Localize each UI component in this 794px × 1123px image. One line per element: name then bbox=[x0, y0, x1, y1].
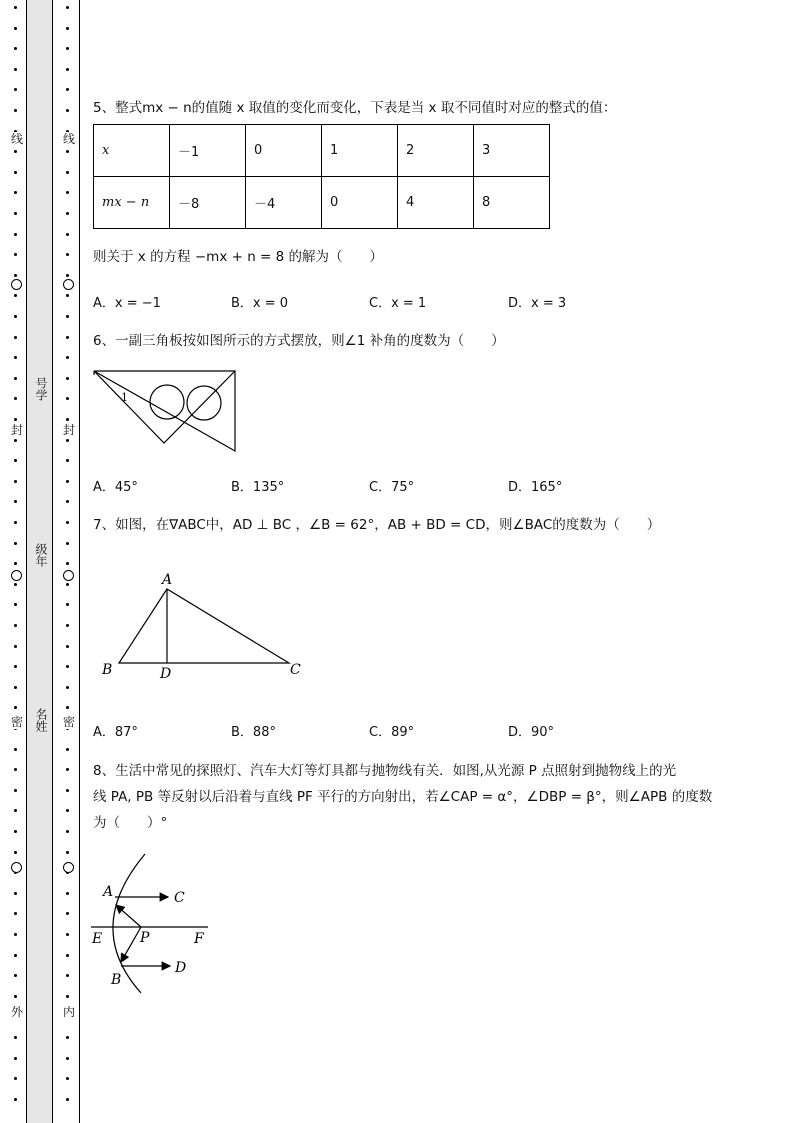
cut-line-dot bbox=[14, 830, 17, 833]
cut-line-dot bbox=[66, 336, 69, 339]
q5-ask: 则关于 x 的方程 −mx + n = 8 的解为（ ） bbox=[93, 249, 384, 265]
cut-line-dot bbox=[66, 1077, 69, 1080]
cut-line-dot bbox=[14, 933, 17, 936]
cut-line-dot bbox=[14, 191, 17, 194]
triangle-abc bbox=[119, 589, 289, 663]
cut-line-dot bbox=[14, 315, 17, 318]
cut-line-dot bbox=[14, 459, 17, 462]
cut-line-dot bbox=[66, 439, 69, 442]
cut-line-dot bbox=[14, 1098, 17, 1101]
cut-line-dot bbox=[14, 603, 17, 606]
cut-line-dot bbox=[14, 500, 17, 503]
cut-line-dot bbox=[66, 27, 69, 30]
q7-option-b[interactable]: B．88° bbox=[231, 725, 276, 740]
cut-line-dot bbox=[66, 603, 69, 606]
cut-line-dot bbox=[14, 748, 17, 751]
q8-stem-line-3: 为（ ）° bbox=[93, 815, 168, 831]
cut-line-dot bbox=[14, 706, 17, 709]
cut-line-dot bbox=[14, 47, 17, 50]
q6-option-c[interactable]: C．75° bbox=[369, 480, 415, 495]
cut-line-dot bbox=[66, 624, 69, 627]
q5-option-b[interactable]: B．x = 0 bbox=[231, 296, 289, 311]
q5-stem: 5、整式mx − n的值随 x 取值的变化而变化，下表是当 x 取不同值时对应的整式的值： bbox=[93, 100, 617, 116]
cut-line-dot bbox=[66, 274, 69, 277]
cut-line-dot bbox=[14, 809, 17, 812]
cut-line-dot bbox=[66, 892, 69, 895]
inner-circle-mark bbox=[63, 862, 74, 873]
cut-line-dot bbox=[14, 294, 17, 297]
outer-dot-column bbox=[14, 0, 20, 1123]
hole-circle bbox=[150, 385, 184, 419]
cut-line-dot bbox=[66, 542, 69, 545]
cut-line-dot bbox=[14, 851, 17, 854]
table-cell: －4 bbox=[246, 177, 322, 229]
table-cell: －8 bbox=[170, 177, 246, 229]
q6-option-a[interactable]: A．45° bbox=[93, 480, 138, 495]
cut-line-dot bbox=[14, 377, 17, 380]
cut-line-dot bbox=[66, 418, 69, 421]
cut-line-dot bbox=[66, 1036, 69, 1039]
cut-line-dot bbox=[66, 748, 69, 751]
cut-line-dot bbox=[66, 500, 69, 503]
cut-line-dot bbox=[14, 212, 17, 215]
cut-line-dot bbox=[66, 851, 69, 854]
table-cell: 0 bbox=[322, 177, 398, 229]
table-row bbox=[94, 125, 550, 177]
point-d-label: D bbox=[175, 960, 187, 976]
cut-line-dot bbox=[14, 645, 17, 648]
cut-line-dot bbox=[14, 624, 17, 627]
field-student-number: 号学 bbox=[34, 377, 48, 401]
cut-line-dot bbox=[66, 954, 69, 957]
cut-line-dot bbox=[14, 68, 17, 71]
cut-line-dot bbox=[66, 377, 69, 380]
cut-line-dot bbox=[14, 542, 17, 545]
q8-stem-line-1: 8、生活中常见的探照灯、汽车大灯等灯具都与抛物线有关．如图,从光源 P 点照射到抛物线上的光 bbox=[93, 763, 677, 779]
table-cell: 8 bbox=[474, 177, 550, 229]
ray-pa bbox=[116, 905, 141, 927]
inner-circle-mark bbox=[63, 570, 74, 581]
point-f-label: F bbox=[194, 931, 204, 947]
point-a-label: A bbox=[103, 884, 114, 900]
cut-line-dot bbox=[66, 88, 69, 91]
point-c-label: C bbox=[174, 890, 185, 906]
q8-parabola-figure bbox=[88, 850, 218, 1000]
cut-line-dot bbox=[66, 480, 69, 483]
cut-line-dot bbox=[66, 109, 69, 112]
cut-line-dot bbox=[14, 397, 17, 400]
cut-line-dot bbox=[14, 6, 17, 9]
cut-line-dot bbox=[66, 912, 69, 915]
ray-pb bbox=[121, 927, 141, 962]
point-c-label: C bbox=[290, 662, 301, 678]
cut-line-dot bbox=[66, 233, 69, 236]
table-cell: 0 bbox=[246, 125, 322, 177]
inner-label-xian: 线 bbox=[62, 132, 75, 146]
table-cell: mx − n bbox=[94, 177, 170, 229]
cut-line-dot bbox=[66, 1057, 69, 1060]
cut-line-dot bbox=[66, 809, 69, 812]
cut-line-dot bbox=[66, 47, 69, 50]
cut-line-dot bbox=[66, 995, 69, 998]
cut-line-dot bbox=[66, 171, 69, 174]
q7-option-c[interactable]: C．89° bbox=[369, 725, 415, 740]
cut-line-dot bbox=[14, 892, 17, 895]
cut-line-dot bbox=[66, 686, 69, 689]
cut-line-dot bbox=[66, 1098, 69, 1101]
cut-line-dot bbox=[14, 109, 17, 112]
q5-option-a[interactable]: A．x = −1 bbox=[93, 296, 161, 311]
cut-line-dot bbox=[14, 768, 17, 771]
cut-line-dot bbox=[14, 995, 17, 998]
cut-line-dot bbox=[14, 274, 17, 277]
cut-line-dot bbox=[66, 397, 69, 400]
cut-line-dot bbox=[14, 912, 17, 915]
cut-line-dot bbox=[66, 768, 69, 771]
cut-line-dot bbox=[14, 789, 17, 792]
field-name: 名姓 bbox=[34, 708, 48, 732]
cut-line-dot bbox=[66, 356, 69, 359]
q7-option-a[interactable]: A．87° bbox=[93, 725, 138, 740]
cut-line-dot bbox=[14, 150, 17, 153]
cut-line-dot bbox=[66, 562, 69, 565]
table-cell: 3 bbox=[474, 125, 550, 177]
q7-triangle-figure bbox=[96, 568, 311, 686]
cut-line-dot bbox=[66, 150, 69, 153]
cut-line-dot bbox=[66, 459, 69, 462]
cut-line-dot bbox=[66, 583, 69, 586]
q6-triangle-figure bbox=[90, 365, 245, 460]
cut-line-dot bbox=[66, 645, 69, 648]
outer-label-xian: 线 bbox=[10, 132, 23, 146]
angle-label-1: 1 bbox=[121, 391, 128, 404]
cut-line-dot bbox=[14, 233, 17, 236]
outer-label-wai: 外 bbox=[10, 1005, 23, 1019]
inner-label-feng: 封 bbox=[62, 423, 75, 437]
set-square-30 bbox=[94, 371, 235, 443]
cut-line-dot bbox=[66, 191, 69, 194]
cut-line-dot bbox=[66, 974, 69, 977]
outer-circle-mark bbox=[11, 279, 22, 290]
table-cell: 2 bbox=[398, 125, 474, 177]
cut-line-dot bbox=[14, 521, 17, 524]
cut-line-dot bbox=[14, 336, 17, 339]
point-a-label: A bbox=[162, 572, 173, 588]
point-d-label: D bbox=[160, 666, 172, 682]
cut-line-dot bbox=[14, 253, 17, 256]
inner-circle-mark bbox=[63, 279, 74, 290]
inner-dot-column bbox=[66, 0, 72, 1123]
cut-line-dot bbox=[14, 665, 17, 668]
table-cell: 4 bbox=[398, 177, 474, 229]
cut-line-dot bbox=[14, 1057, 17, 1060]
point-e-label: E bbox=[92, 931, 103, 947]
outer-circle-mark bbox=[11, 570, 22, 581]
cut-line-dot bbox=[66, 315, 69, 318]
outer-circle-mark bbox=[11, 862, 22, 873]
cut-line-dot bbox=[66, 706, 69, 709]
cut-line-dot bbox=[66, 665, 69, 668]
cut-line-dot bbox=[14, 562, 17, 565]
inner-label-mi: 密 bbox=[62, 715, 75, 729]
cut-line-dot bbox=[14, 171, 17, 174]
q6-option-d[interactable]: D．165° bbox=[508, 480, 563, 495]
cut-line-dot bbox=[66, 253, 69, 256]
margin-rule bbox=[79, 0, 80, 1123]
cut-line-dot bbox=[66, 789, 69, 792]
q8-stem-line-2: 线 PA, PB 等反射以后沿着与直线 PF 平行的方向射出，若∠CAP = α°，∠DBP = β°，则∠APB 的度数 bbox=[93, 789, 713, 805]
cut-line-dot bbox=[14, 1077, 17, 1080]
binding-margin bbox=[0, 0, 85, 1123]
q5-option-d[interactable]: D．x = 3 bbox=[508, 296, 567, 311]
cut-line-dot bbox=[14, 88, 17, 91]
q7-option-d[interactable]: D．90° bbox=[508, 725, 555, 740]
cut-line-dot bbox=[66, 830, 69, 833]
q5-value-table bbox=[93, 124, 550, 229]
point-b-label: B bbox=[102, 662, 113, 678]
cut-line-dot bbox=[66, 521, 69, 524]
cut-line-dot bbox=[14, 27, 17, 30]
point-b-label: B bbox=[111, 972, 122, 988]
set-square-45 bbox=[94, 371, 235, 451]
q6-stem: 6、一副三角板按如图所示的方式摆放，则∠1 补角的度数为（ ） bbox=[93, 333, 505, 349]
q6-option-b[interactable]: B．135° bbox=[231, 480, 285, 495]
table-cell: －1 bbox=[170, 125, 246, 177]
field-class: 级年 bbox=[34, 543, 48, 567]
cut-line-dot bbox=[14, 954, 17, 957]
point-p-label: P bbox=[140, 930, 150, 946]
outer-label-feng: 封 bbox=[10, 423, 23, 437]
table-row bbox=[94, 177, 550, 229]
cut-line-dot bbox=[14, 356, 17, 359]
cut-line-dot bbox=[66, 6, 69, 9]
outer-label-mi: 密 bbox=[10, 715, 23, 729]
table-cell: x bbox=[94, 125, 170, 177]
cut-line-dot bbox=[14, 418, 17, 421]
q7-stem: 7、如图，在∇ABC中，AD ⊥ BC ，∠B = 62°，AB + BD = CD，则∠BAC的度数为（ ） bbox=[93, 517, 661, 533]
cut-line-dot bbox=[14, 1036, 17, 1039]
cut-line-dot bbox=[66, 68, 69, 71]
cut-line-dot bbox=[14, 583, 17, 586]
cut-line-dot bbox=[14, 439, 17, 442]
cut-line-dot bbox=[66, 933, 69, 936]
cut-line-dot bbox=[14, 480, 17, 483]
q5-option-c[interactable]: C．x = 1 bbox=[369, 296, 427, 311]
inner-label-nei: 内 bbox=[62, 1005, 75, 1019]
cut-line-dot bbox=[66, 212, 69, 215]
table-cell: 1 bbox=[322, 125, 398, 177]
cut-line-dot bbox=[66, 294, 69, 297]
cut-line-dot bbox=[14, 974, 17, 977]
cut-line-dot bbox=[14, 686, 17, 689]
